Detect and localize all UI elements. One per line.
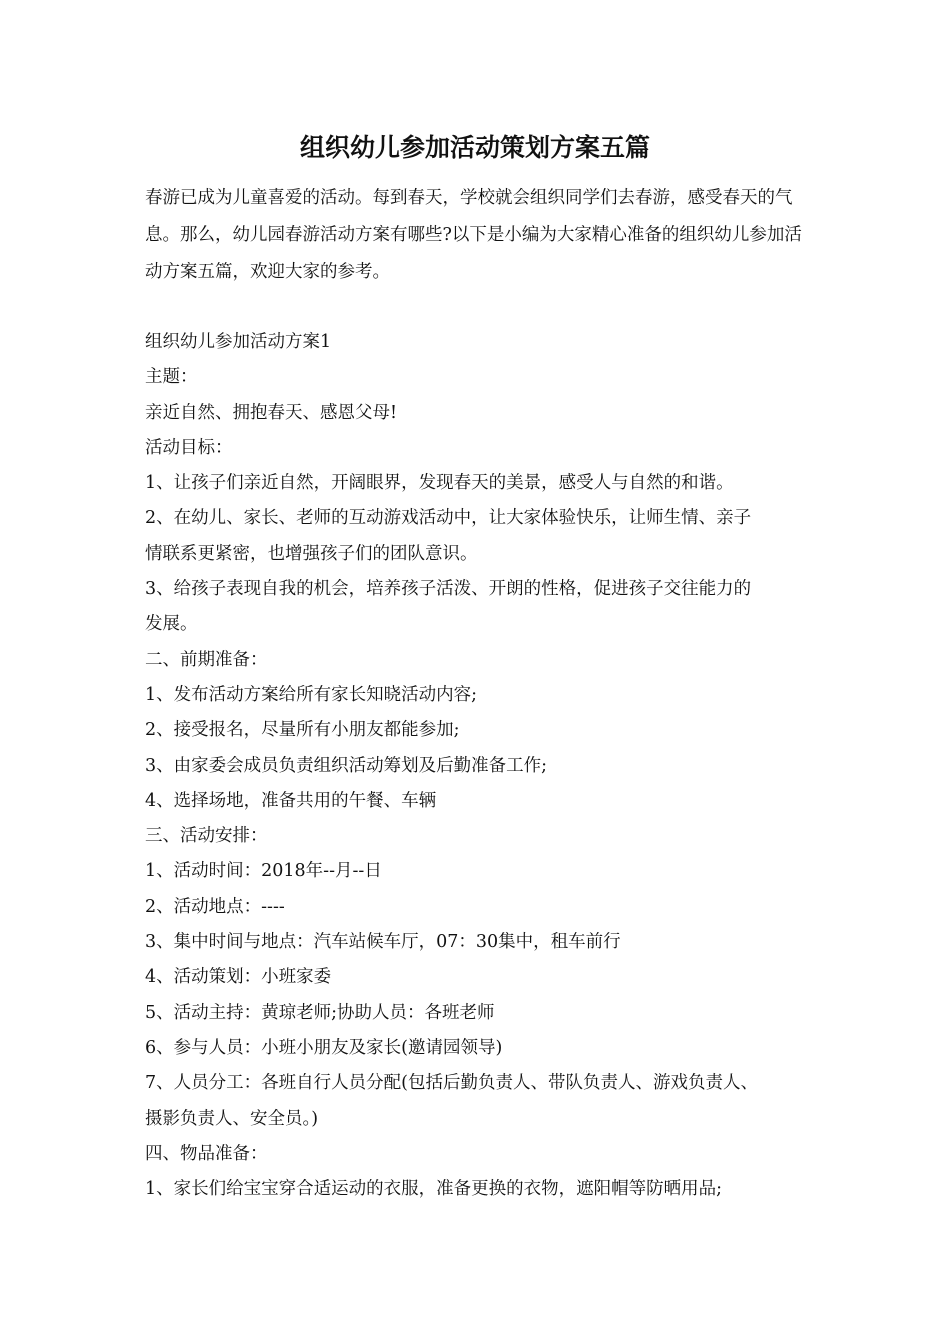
body-line: 4、选择场地，准备共用的午餐、车辆: [145, 790, 437, 811]
body-line: 5、活动主持：黄琼老师;协助人员：各班老师: [145, 1002, 495, 1023]
body-line: 亲近自然、拥抱春天、感恩父母!: [145, 402, 398, 423]
intro-paragraph: 春游已成为儿童喜爱的活动。每到春天，学校就会组织同学们去春游，感受春天的气息。那么，幼儿园春游活动方案有哪些?以下是小编为大家精心准备的组织幼儿参加活动方案五篇，欢迎大家的参考。: [145, 188, 802, 282]
body-line: 摄影负责人、安全员。): [145, 1108, 319, 1129]
body-line: 情联系更紧密，也增强孩子们的团队意识。: [145, 543, 478, 564]
body-line: 7、人员分工：各班自行人员分配(包括后勤负责人、带队负责人、游戏负责人、: [145, 1073, 758, 1094]
document-title: 组织幼儿参加活动策划方案五篇: [299, 133, 650, 162]
body-line: 主题：: [145, 367, 198, 388]
body-line: 3、集中时间与地点：汽车站候车厅，07：30集中，租车前行: [145, 932, 621, 953]
body-line: 3、由家委会成员负责组织活动筹划及后勤准备工作;: [145, 755, 548, 776]
body-line: 2、接受报名，尽量所有小朋友都能参加;: [145, 720, 460, 741]
body-line: 1、家长们给宝宝穿合适运动的衣服，准备更换的衣物，遮阳帽等防晒用品;: [145, 1179, 723, 1200]
body-line: 发展。: [145, 614, 198, 635]
document-body: [145, 325, 825, 1207]
body-line: 1、让孩子们亲近自然，开阔眼界，发现春天的美景，感受人与自然的和谐。: [145, 473, 734, 494]
section-heading: 组织幼儿参加活动方案1: [145, 332, 332, 352]
body-line: 1、发布活动方案给所有家长知晓活动内容;: [145, 684, 478, 705]
body-line: 四、物品准备：: [145, 1143, 268, 1164]
body-line: 2、在幼儿、家长、老师的互动游戏活动中，让大家体验快乐，让师生情、亲子: [145, 508, 752, 529]
body-line: 三、活动安排：: [145, 826, 268, 847]
body-line: 活动目标：: [145, 437, 233, 458]
body-line: 2、活动地点：----: [145, 896, 285, 917]
body-line: 1、活动时间：2018年--月--日: [145, 861, 382, 882]
body-line: 6、参与人员：小班小朋友及家长(邀请园领导): [145, 1037, 503, 1058]
body-line: 二、前期准备：: [145, 649, 268, 670]
body-line: 3、给孩子表现自我的机会，培养孩子活泼、开朗的性格，促进孩子交往能力的: [145, 579, 752, 600]
body-line: 4、活动策划：小班家委: [145, 967, 332, 988]
